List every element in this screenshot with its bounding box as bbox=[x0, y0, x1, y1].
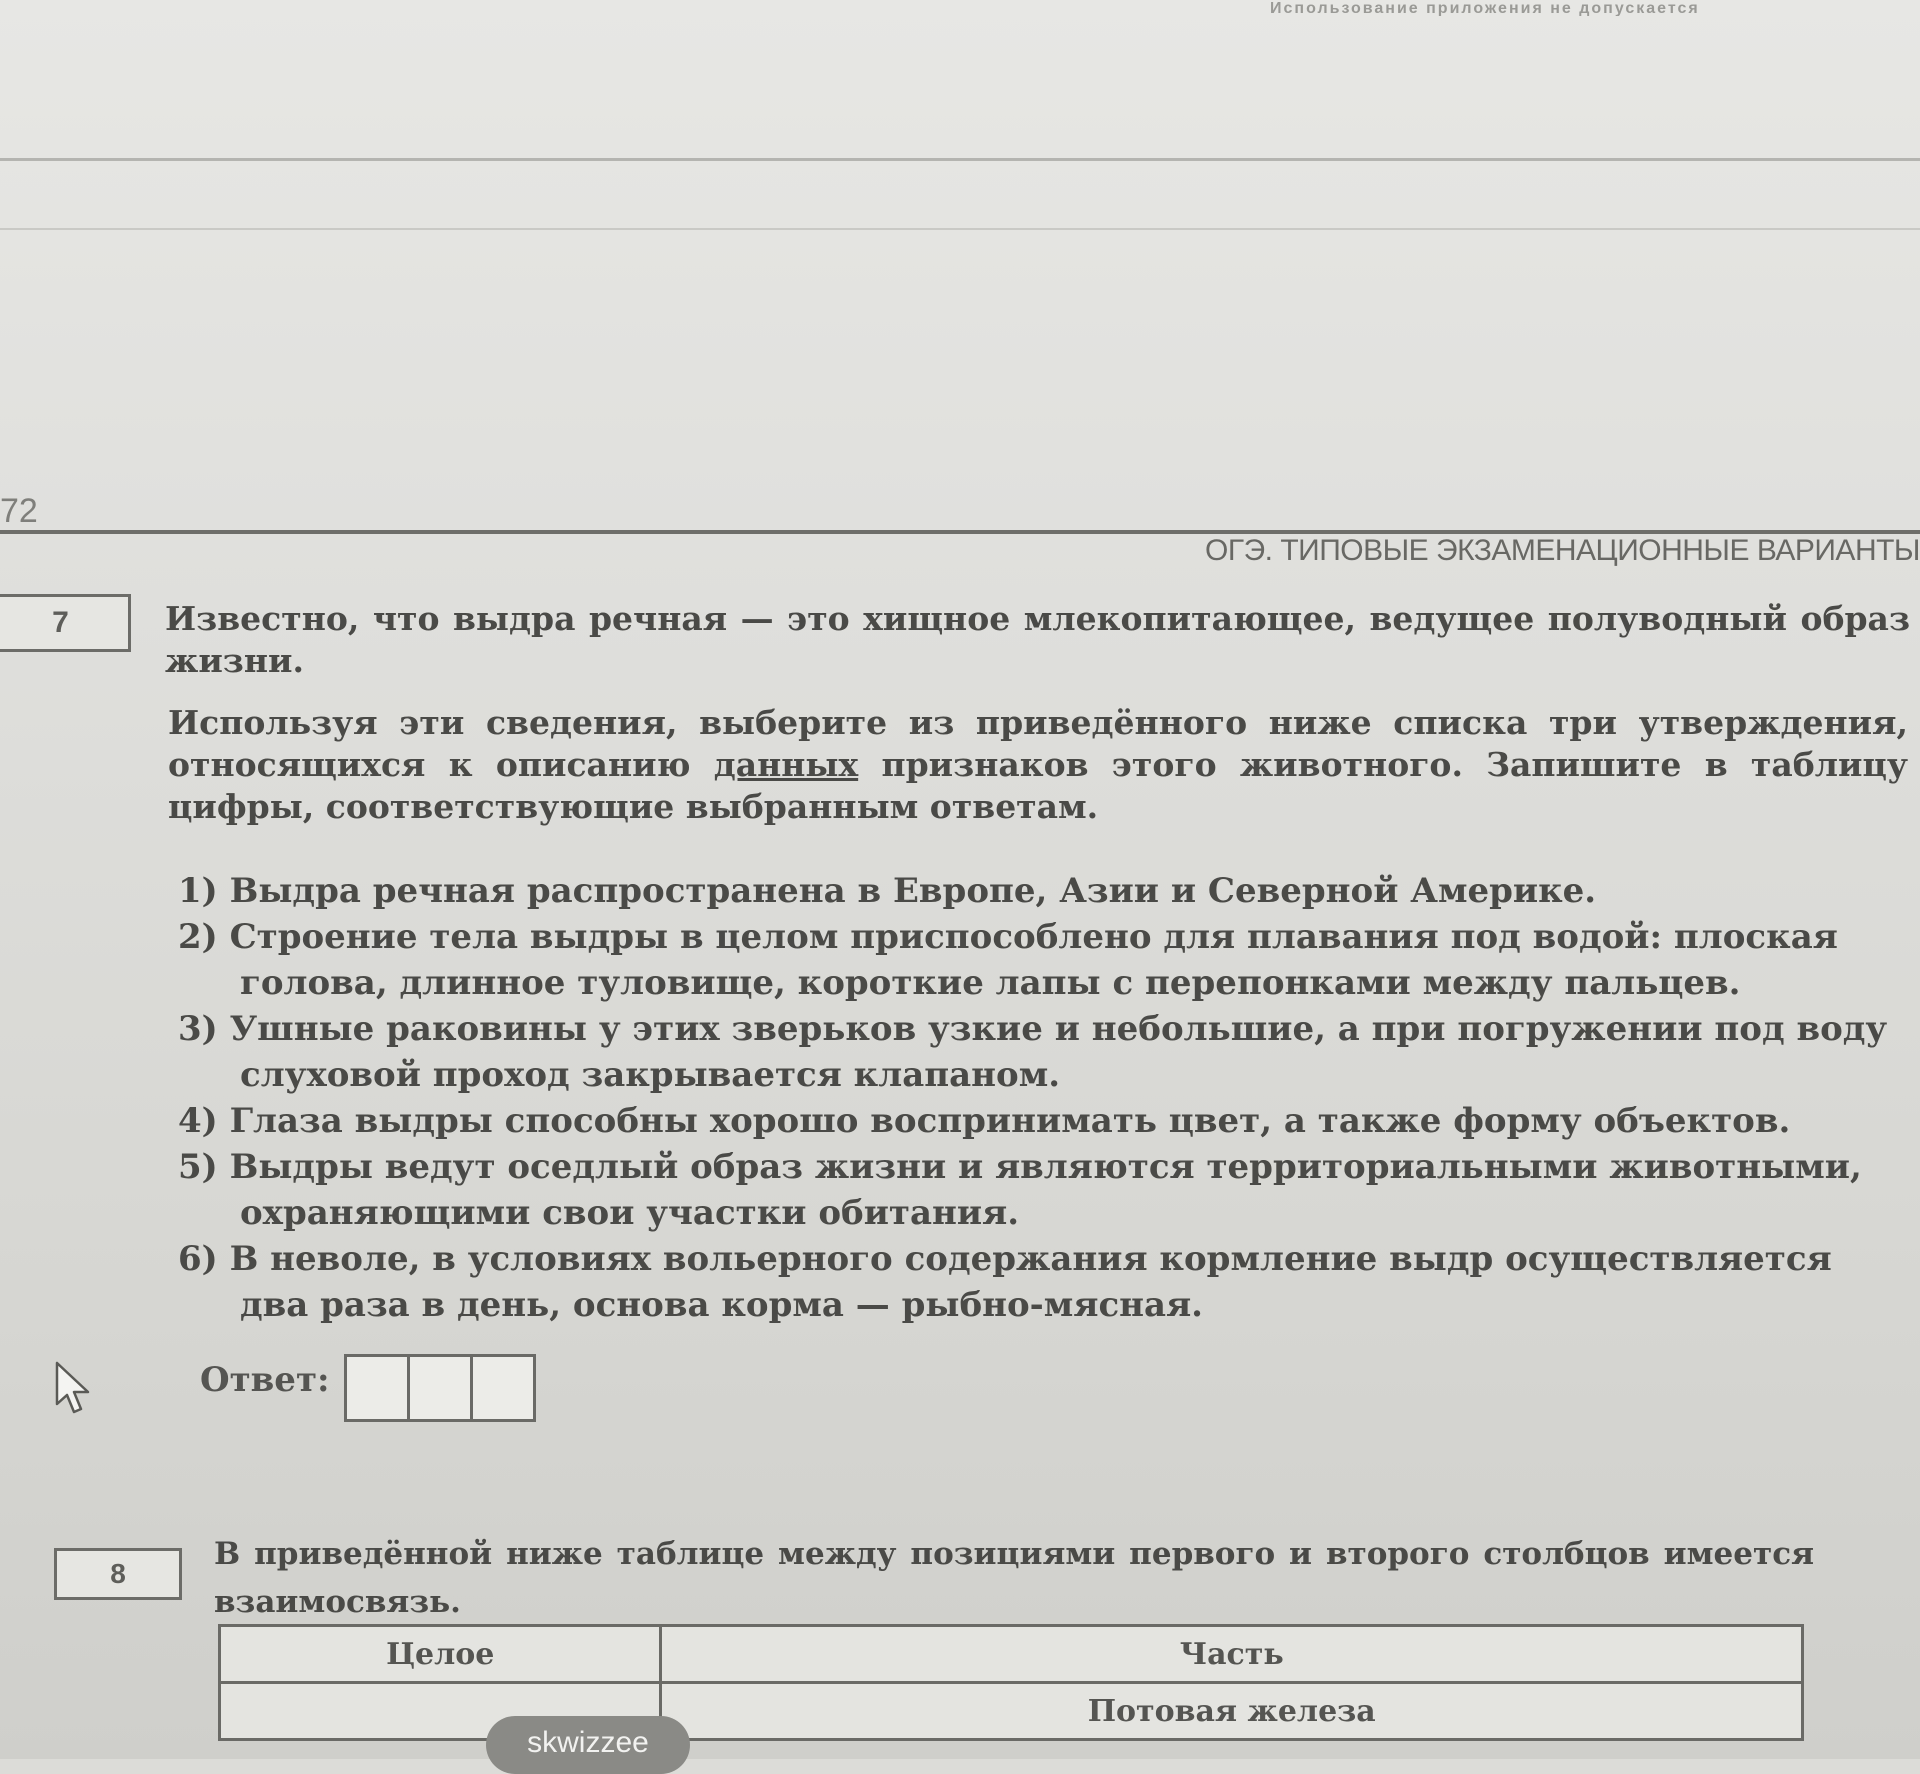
option-2: 2) Строение тела выдры в целом приспособлено для плавания под водой: плоская голова, длинное туловище, короткие лапы с перепонками между пальцев. bbox=[178, 917, 1838, 1003]
instruction-part-1: Используя эти сведения, выберите из приведённого ниже списка три утверждения, относящихся к описанию bbox=[168, 703, 1908, 784]
page-header-title: ОГЭ. ТИПОВЫЕ ЭКЗАМЕНАЦИОННЫЕ ВАРИАНТЫ bbox=[1205, 534, 1920, 567]
task-7-options-list bbox=[178, 868, 1890, 1328]
answer-cell-1[interactable] bbox=[347, 1357, 410, 1419]
table-header-part: Часть bbox=[661, 1626, 1803, 1683]
option-1: 1) Выдра речная распространена в Европе, Азии и Северной Америке. bbox=[178, 871, 1597, 911]
task-8-intro: В приведённой ниже таблице между позициями первого и второго столбцов имеется взаимосвязь. bbox=[214, 1536, 1814, 1620]
table-row bbox=[220, 1683, 1803, 1740]
page-divider-secondary bbox=[0, 228, 1920, 230]
option-4: 4) Глаза выдры способны хорошо воспринимать цвет, а также форму объектов. bbox=[178, 1101, 1791, 1141]
answer-label: Ответ: bbox=[200, 1360, 330, 1400]
option-5: 5) Выдры ведут оседлый образ жизни и являются территориальными животными, охраняющими свои участки обитания. bbox=[178, 1147, 1862, 1233]
task-7-number-box bbox=[0, 594, 131, 652]
task-8-number: 8 bbox=[110, 1558, 126, 1589]
table-header-whole: Целое bbox=[220, 1626, 661, 1683]
watermark-badge: skwizzee bbox=[486, 1716, 690, 1774]
task-8-table bbox=[218, 1624, 1804, 1741]
page-divider bbox=[0, 158, 1920, 161]
table-cell-part: Потовая железа bbox=[661, 1683, 1803, 1740]
instruction-part-2: признаков этого животного. Запишите в таблицу цифры, соответствующие выбранным ответам. bbox=[168, 745, 1909, 826]
task-8-number-box bbox=[54, 1548, 182, 1600]
top-cut-text: Использование приложения не допускается bbox=[1270, 0, 1700, 16]
task-7-number: 7 bbox=[52, 606, 69, 639]
task-7-instruction bbox=[168, 702, 1908, 828]
answer-cell-3[interactable] bbox=[473, 1357, 533, 1419]
instruction-underlined-word: данных bbox=[713, 745, 859, 784]
option-6: 6) В неволе, в условиях вольерного содержания кормление выдр осуществляется два раза в день, основа корма — рыбно-мясная. bbox=[178, 1239, 1832, 1325]
option-3: 3) Ушные раковины у этих зверьков узкие и небольшие, а при погружении под воду слуховой проход закрывается клапаном. bbox=[178, 1009, 1888, 1095]
page-number: 72 bbox=[0, 492, 38, 530]
answer-cell-2[interactable] bbox=[410, 1357, 473, 1419]
task-7-intro: Известно, что выдра речная — это хищное млекопитающее, ведущее полуводный образ жизни. bbox=[165, 599, 1910, 680]
mouse-pointer-icon bbox=[54, 1360, 96, 1416]
table-header-row bbox=[220, 1626, 1803, 1683]
answer-cells bbox=[344, 1354, 536, 1422]
